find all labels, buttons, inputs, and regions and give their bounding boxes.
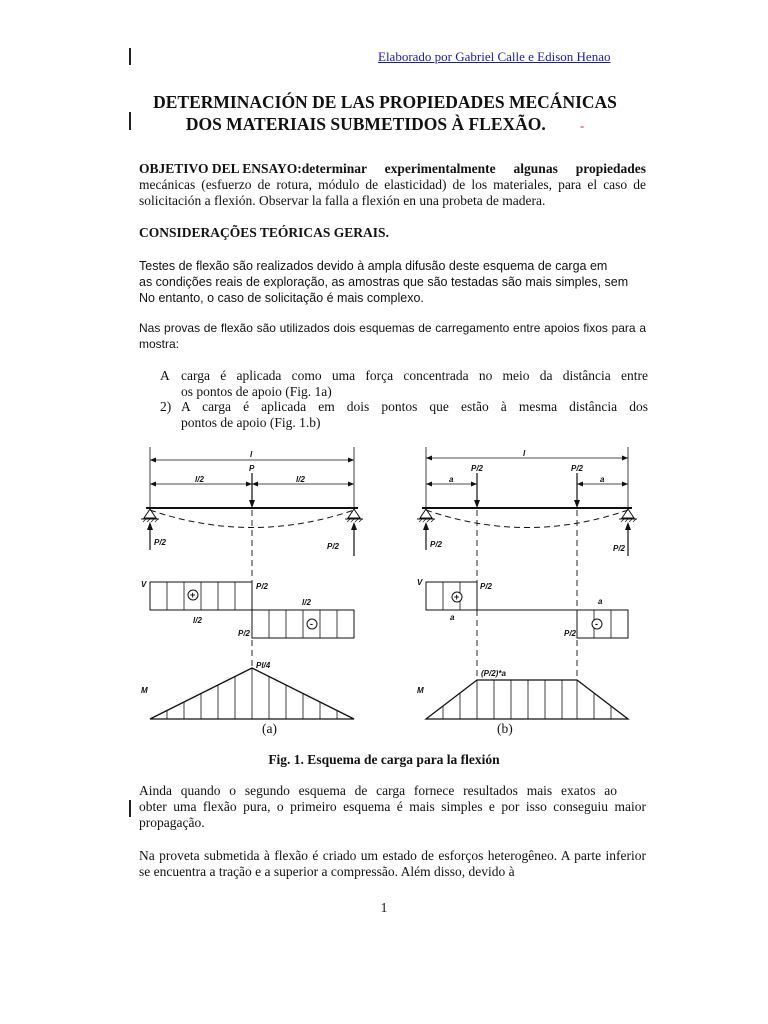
shear-a-label: a [450, 613, 455, 622]
shear-value-label: P/2 [480, 582, 493, 591]
shear-length-label: l/2 [193, 616, 202, 625]
shear-length-label: l/2 [302, 598, 311, 607]
author-link[interactable]: Elaborado por Gabriel Calle e Edison Henao [378, 49, 611, 64]
closing-text: obter uma flexão pura, o primeiro esquema é mais simples e por isso conseguiu maior propagação. [139, 799, 646, 830]
moment-max-label: (P/2)*a [481, 669, 506, 678]
dim-half-label: l/2 [195, 475, 204, 484]
moment-max-label: Pl/4 [256, 661, 271, 670]
shear-value-label: P/2 [564, 629, 577, 638]
title-line-2 [130, 113, 640, 137]
title-mark: - [580, 119, 585, 133]
dim-span-label: l [523, 449, 526, 458]
list-item-first-line [160, 368, 648, 384]
list-item [160, 399, 648, 431]
figure-caption: Fig. 1. Esquema de carga para la flexión [268, 752, 500, 767]
text-line: as condições reais de exploração, as amostras que são testadas são mais simples, sem [139, 275, 629, 289]
dim-span-label: l [250, 450, 253, 459]
objetivo-text: mecánicas (esfuerzo de rotura, módulo de elasticidad) de los materiales, para el caso de solicitación a flexión. Observar la falla a flexión en una probeta de madera. [139, 177, 646, 208]
moment-axis-label: M [417, 686, 424, 695]
load-label: P/2 [471, 464, 484, 473]
list-item-continuation: pontos de apoio (Fig. 1.b) [181, 415, 321, 430]
diagram-b [417, 447, 637, 719]
text-line: Ainda quando o segundo esquema de carga fornece resultados mais exatos ao [139, 783, 617, 798]
list-item [160, 368, 648, 400]
shear-axis-label: V [141, 580, 147, 589]
load-label: P/2 [571, 464, 584, 473]
objetivo-first-line [139, 161, 646, 177]
objetivo-label: OBJETIVO DEL ENSAYO: [139, 161, 302, 176]
figure-label-a: (a) [262, 721, 277, 736]
reaction-label: P/2 [154, 538, 167, 547]
positive-sign: + [454, 592, 460, 602]
objetivo-paragraph [139, 161, 646, 209]
dim-a-label: a [449, 475, 454, 484]
consideraciones-p2: Nas provas de flexão são utilizados dois esquemas de carregamento entre apoios fixos para a mostra: [139, 321, 646, 351]
title-line-2-text: DOS MATERIAIS SUBMETIDOS À FLEXÃO. [185, 114, 546, 134]
list-item-continuation: os pontos de apoio (Fig. 1a) [181, 384, 332, 399]
list-item-text: carga é aplicada como uma força concentrada no meio da distância entre [181, 368, 648, 383]
list-marker: A [160, 368, 170, 383]
load-label: P [249, 464, 255, 473]
title-line-1: DETERMINACIÓN DE LAS PROPIEDADES MECÁNICAS [153, 92, 617, 112]
positive-sign: + [190, 590, 196, 600]
negative-sign: - [310, 619, 313, 629]
closing-paragraph-2: Na proveta submetida à flexão é criado um estado de esforços heterogêneo. A parte inferior se encuentra a tração e a superior a compressão. Além disso, devido à [139, 848, 646, 879]
dim-a-label: a [600, 475, 605, 484]
page-number: 1 [380, 900, 388, 915]
reaction-label: P/2 [327, 542, 340, 551]
dim-half-label: l/2 [296, 475, 305, 484]
negative-sign: - [595, 619, 598, 629]
list-item-first-line [160, 399, 648, 415]
change-bar [129, 48, 131, 65]
list-marker: 2) [160, 399, 172, 414]
objetivo-bold: determinar experimentalmente algunas propiedades [301, 161, 646, 176]
shear-value-label: P/2 [256, 582, 269, 591]
moment-axis-label: M [141, 686, 148, 695]
reaction-label: P/2 [613, 544, 626, 553]
page-title [130, 91, 640, 137]
text-line: Testes de flexão são realizados devido à ampla difusão deste esquema de carga em [139, 259, 608, 273]
diagram-a [141, 447, 363, 719]
closing-paragraph-1 [139, 783, 646, 831]
text-line: No entanto, o caso de solicitação é mais complexo. [139, 291, 424, 305]
shear-axis-label: V [417, 578, 423, 587]
figure-label-b: (b) [497, 721, 513, 736]
bending-diagram-figure [0, 440, 768, 740]
change-bar [129, 800, 131, 817]
section-heading: CONSIDERAÇÕES TEÓRICAS GERAIS. [139, 225, 389, 240]
reaction-label: P/2 [430, 540, 443, 549]
list-item-text: A carga é aplicada em dois pontos que estão à mesma distância dos [181, 399, 648, 414]
consideraciones-p1 [139, 258, 646, 306]
shear-a-label: a [598, 597, 603, 606]
shear-value-label: P/2 [238, 629, 251, 638]
